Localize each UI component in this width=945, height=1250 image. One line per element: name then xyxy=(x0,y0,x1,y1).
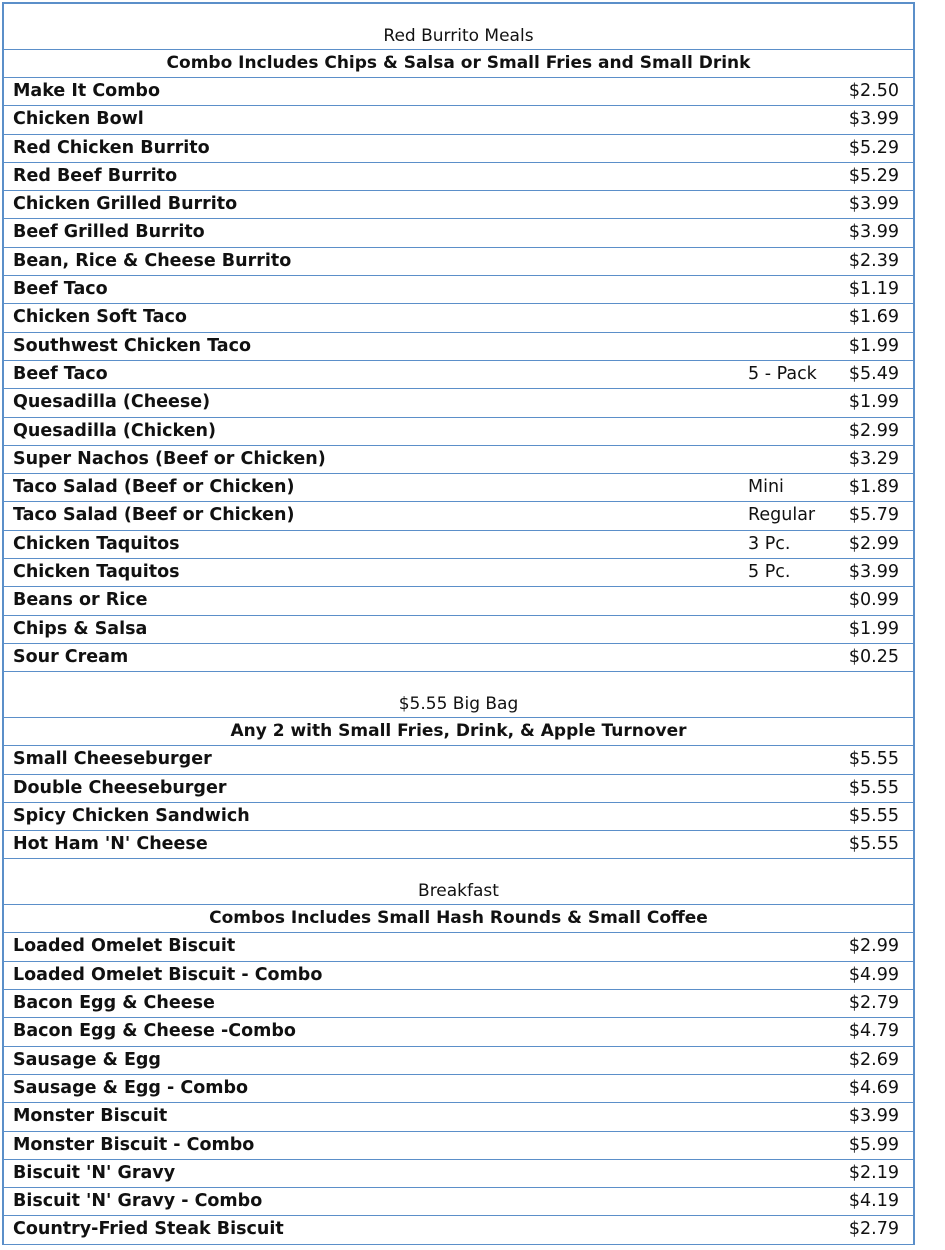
menu-item-row xyxy=(4,933,913,961)
menu-item-row xyxy=(4,446,913,474)
menu-item-price: $4.19 xyxy=(848,1191,899,1212)
menu-item-price: $4.79 xyxy=(848,1021,899,1042)
menu-item-row xyxy=(4,587,913,615)
menu-item-name: Chicken Bowl xyxy=(13,109,144,130)
menu-item-name: Sausage & Egg xyxy=(13,1049,161,1070)
menu-item-size: 5 - Pack xyxy=(748,363,817,384)
menu-item-name: Double Cheeseburger xyxy=(13,777,227,798)
menu-item-name: Chips & Salsa xyxy=(13,618,148,639)
menu-item-price: $2.99 xyxy=(848,936,899,957)
section-title: $5.55 Big Bag xyxy=(4,672,913,718)
menu-item-row xyxy=(4,304,913,332)
menu-item-name: Beef Grilled Burrito xyxy=(13,222,205,243)
menu-item-name: Taco Salad (Beef or Chicken) xyxy=(13,505,295,526)
section-subtitle: Any 2 with Small Fries, Drink, & Apple Turnover xyxy=(4,718,913,746)
menu-item-price: $3.99 xyxy=(848,1106,899,1127)
menu-item-name: Chicken Grilled Burrito xyxy=(13,194,238,215)
section-subtitle: Combo Includes Chips & Salsa or Small Fries and Small Drink xyxy=(4,50,913,78)
menu-item-price: $4.99 xyxy=(848,964,899,985)
menu-item-name: Bean, Rice & Cheese Burrito xyxy=(13,250,292,271)
menu-item-name: Small Cheeseburger xyxy=(13,749,212,770)
menu-item-price: $5.55 xyxy=(848,777,899,798)
menu-item-row xyxy=(4,191,913,219)
menu-item-price: $3.99 xyxy=(848,222,899,243)
menu-item-name: Chicken Taquitos xyxy=(13,562,180,583)
menu-item-price: $3.29 xyxy=(848,448,899,469)
menu-item-row xyxy=(4,389,913,417)
menu-item-price: $1.19 xyxy=(848,279,899,300)
menu-item-row xyxy=(4,248,913,276)
menu-item-row xyxy=(4,361,913,389)
menu-item-row xyxy=(4,531,913,559)
menu-item-row xyxy=(4,962,913,990)
menu-item-name: Super Nachos (Beef or Chicken) xyxy=(13,448,326,469)
menu-item-name: Monster Biscuit - Combo xyxy=(13,1134,255,1155)
menu-item-price: $5.55 xyxy=(848,805,899,826)
menu-item-row xyxy=(4,1132,913,1160)
menu-item-name: Spicy Chicken Sandwich xyxy=(13,805,250,826)
section-subtitle: Combos Includes Small Hash Rounds & Small Coffee xyxy=(4,905,913,933)
menu-item-price: $5.29 xyxy=(848,165,899,186)
menu-item-price: $2.39 xyxy=(848,250,899,271)
menu-item-row xyxy=(4,106,913,134)
menu-item-name: Bacon Egg & Cheese -Combo xyxy=(13,1021,296,1042)
menu-item-row xyxy=(4,163,913,191)
menu-item-size: Regular xyxy=(748,505,816,526)
menu-item-name: Biscuit 'N' Gravy xyxy=(13,1162,176,1183)
menu-item-name: Southwest Chicken Taco xyxy=(13,335,251,356)
menu-item-row xyxy=(4,1103,913,1131)
menu-item-price: $5.49 xyxy=(848,363,899,384)
menu-item-name: Chicken Taquitos xyxy=(13,533,180,554)
menu-item-name: Beans or Rice xyxy=(13,590,148,611)
menu-item-row xyxy=(4,775,913,803)
menu-item-price: $3.99 xyxy=(848,562,899,583)
menu-item-price: $0.99 xyxy=(848,590,899,611)
menu-item-size: Mini xyxy=(748,477,784,498)
menu-item-price: $2.99 xyxy=(848,533,899,554)
menu-item-name: Quesadilla (Chicken) xyxy=(13,420,217,441)
menu-item-name: Bacon Egg & Cheese xyxy=(13,993,215,1014)
menu-item-name: Loaded Omelet Biscuit - Combo xyxy=(13,964,323,985)
menu-item-name: Loaded Omelet Biscuit xyxy=(13,936,236,957)
menu-item-row xyxy=(4,474,913,502)
menu-item-row xyxy=(4,1075,913,1103)
menu-item-row xyxy=(4,1047,913,1075)
menu-item-row xyxy=(4,135,913,163)
menu-item-price: $2.79 xyxy=(848,1219,899,1240)
menu-item-price: $3.99 xyxy=(848,109,899,130)
menu-item-price: $1.99 xyxy=(848,335,899,356)
menu-item-row xyxy=(4,616,913,644)
menu-item-row xyxy=(4,803,913,831)
menu-item-size: 5 Pc. xyxy=(748,562,791,583)
menu-item-price: $2.99 xyxy=(848,420,899,441)
menu-item-name: Red Beef Burrito xyxy=(13,165,178,186)
menu-item-row xyxy=(4,559,913,587)
menu-item-name: Red Chicken Burrito xyxy=(13,137,210,158)
menu-item-price: $1.69 xyxy=(848,307,899,328)
menu-item-row xyxy=(4,502,913,530)
menu-item-price: $2.79 xyxy=(848,993,899,1014)
menu-item-row xyxy=(4,1160,913,1188)
menu-item-price: $1.99 xyxy=(848,392,899,413)
menu-item-price: $5.99 xyxy=(848,1134,899,1155)
menu-item-row xyxy=(4,78,913,106)
menu-item-price: $2.19 xyxy=(848,1162,899,1183)
menu-item-row xyxy=(4,1018,913,1046)
menu-item-price: $5.79 xyxy=(848,505,899,526)
menu-item-name: Chicken Soft Taco xyxy=(13,307,187,328)
menu-item-row xyxy=(4,831,913,859)
menu-item-name: Hot Ham 'N' Cheese xyxy=(13,834,208,855)
menu-item-row xyxy=(4,1188,913,1216)
menu-item-price: $5.29 xyxy=(848,137,899,158)
section-title: Red Burrito Meals xyxy=(4,4,913,50)
menu-item-price: $5.55 xyxy=(848,749,899,770)
menu-item-row xyxy=(4,746,913,774)
menu-item-size: 3 Pc. xyxy=(748,533,791,554)
section-title: Breakfast xyxy=(4,859,913,905)
menu-item-row xyxy=(4,990,913,1018)
menu-item-row xyxy=(4,333,913,361)
menu-item-name: Quesadilla (Cheese) xyxy=(13,392,211,413)
menu-item-price: $1.99 xyxy=(848,618,899,639)
menu-item-price: $4.69 xyxy=(848,1077,899,1098)
menu-item-row xyxy=(4,418,913,446)
menu-item-name: Taco Salad (Beef or Chicken) xyxy=(13,477,295,498)
menu-item-price: $1.89 xyxy=(848,477,899,498)
menu-item-price: $0.25 xyxy=(848,646,899,667)
menu-item-name: Country-Fried Steak Biscuit xyxy=(13,1219,284,1240)
menu-item-row xyxy=(4,1216,913,1244)
menu-item-name: Make It Combo xyxy=(13,81,160,101)
menu-item-row xyxy=(4,276,913,304)
menu-item-price: $2.69 xyxy=(848,1049,899,1070)
menu-item-name: Sour Cream xyxy=(13,646,129,667)
menu-item-row xyxy=(4,644,913,672)
menu-item-row xyxy=(4,219,913,247)
menu-item-name: Beef Taco xyxy=(13,279,108,300)
menu-table xyxy=(2,2,915,1245)
menu-item-price: $3.99 xyxy=(848,194,899,215)
menu-item-name: Monster Biscuit xyxy=(13,1106,168,1127)
menu-item-name: Sausage & Egg - Combo xyxy=(13,1077,249,1098)
menu-item-price: $2.50 xyxy=(848,81,899,101)
menu-item-name: Biscuit 'N' Gravy - Combo xyxy=(13,1191,263,1212)
menu-item-price: $5.55 xyxy=(848,834,899,855)
menu-item-name: Beef Taco xyxy=(13,363,108,384)
